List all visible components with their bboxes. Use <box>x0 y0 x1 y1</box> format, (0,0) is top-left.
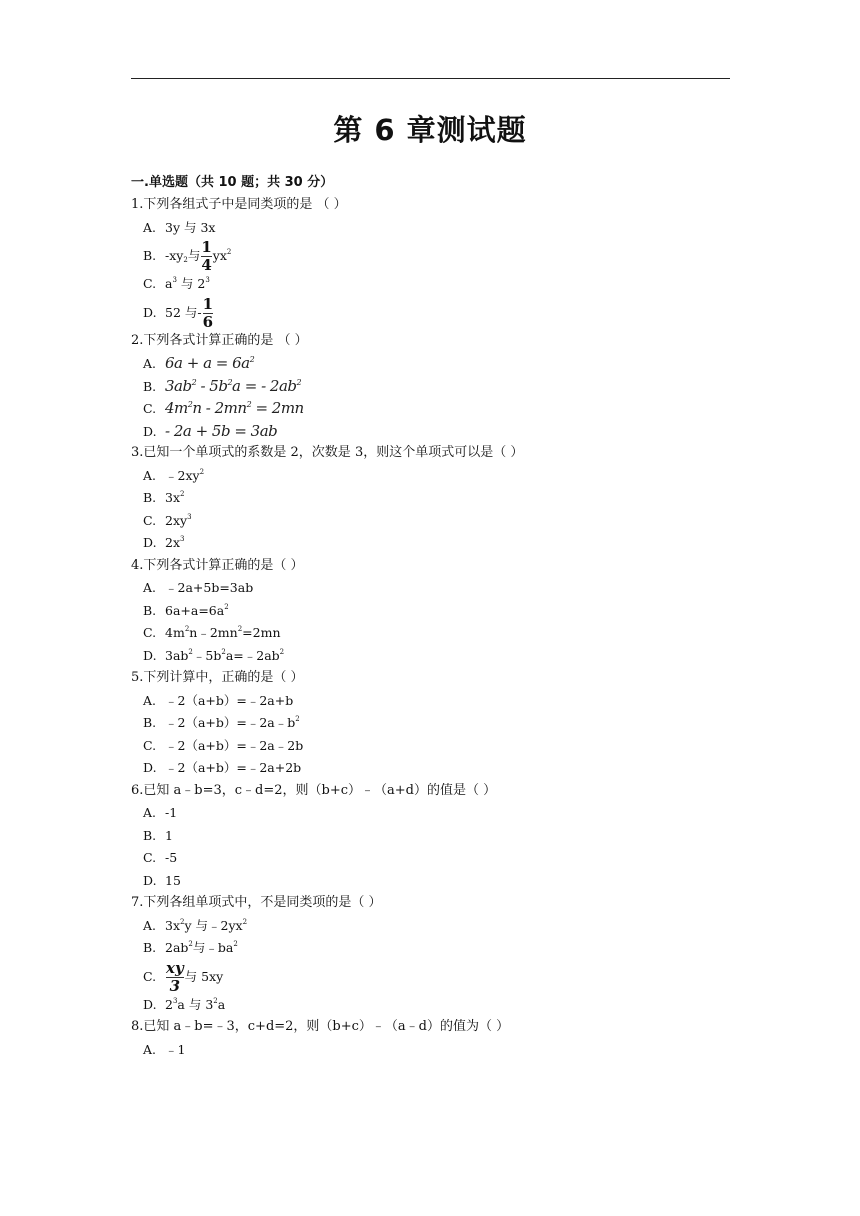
question-7-option-c: C. $\frac{xy}{3}$ 与 5xy <box>143 958 224 995</box>
math-expression: $3ab^2 - 5b^2a$ = - $2ab^2$ <box>165 376 302 395</box>
question-2-option-b: B. $3ab^2 - 5b^2a$ = - $2ab^2$ <box>143 376 302 395</box>
fraction-xy-over-3: $\frac{xy}{3}$ <box>166 958 184 995</box>
question-6-option-d: D. 15 <box>143 872 181 888</box>
question-5-stem: 5.下列计算中，正确的是（ ） <box>131 670 304 685</box>
question-3-option-d: D. $2x^3$ <box>143 535 185 550</box>
question-6-option-a: A. -1 <box>143 805 178 820</box>
question-4-option-b: B. $6a+a=6a^2$ <box>143 602 229 618</box>
question-3-option-c: C. $2xy^3$ <box>143 512 192 528</box>
question-4-option-a: A. ﹣2a+5b=3ab <box>143 580 254 595</box>
question-5-option-d: D. ﹣2（a+b）=﹣2a+2b <box>143 760 302 775</box>
question-7-stem: 7.下列各组单项式中，不是同类项的是（ ） <box>131 895 382 910</box>
question-8-stem: 8.已知 a﹣b=﹣3，c+d=2，则（b+c）﹣（a﹣d）的值为（ ） <box>131 1019 510 1034</box>
question-1-option-b: B. $-xy_2$与 $\frac{1}{4}$ $yx^2$ <box>143 238 232 274</box>
question-2-stem: 2.下列各式计算正确的是 （ ） <box>131 332 308 348</box>
question-1-option-d: D. 52 与- $\frac{1}{6}$ <box>143 294 214 331</box>
question-2-option-a: A. $6a + a = 6a^2$ <box>143 354 255 372</box>
question-4-option-d: D. $3ab^2﹣5b^2a=﹣2ab^2$ <box>143 647 285 663</box>
question-2-option-d: D. - 2a + 5b = 3ab <box>143 421 278 440</box>
math-expression: - 2a + 5b = 3ab <box>165 421 278 440</box>
question-5-option-a: A. ﹣2（a+b）=﹣2a+b <box>143 692 294 708</box>
math-expression: $4m^2n - 2mn^2 = 2mn$ <box>165 399 304 417</box>
question-2-option-c: C. $4m^2n - 2mn^2 = 2mn$ <box>143 399 304 417</box>
page-title: 第 6 章测试题 <box>333 113 527 147</box>
fraction-one-sixth: $\frac{1}{6}$ <box>202 294 214 331</box>
question-7-option-d: D. $2^3a$ 与 $3^2a$ <box>143 996 226 1012</box>
question-3-option-a: A. $﹣2xy^2$ <box>143 467 205 483</box>
question-5-option-c: C. ﹣2（a+b）=﹣2a﹣2b <box>143 737 304 753</box>
fraction-one-quarter: $\frac{1}{4}$ <box>201 238 212 274</box>
question-4-option-c: C. $4m^2n﹣2mn^2=2mn$ <box>143 625 281 640</box>
question-7-option-b: B. $2ab^2$与$﹣ba^2$ <box>143 940 238 955</box>
question-1-option-c: C. $a^3$ 与 $2^3$ <box>143 276 210 291</box>
question-1-stem: 1.下列各组式子中是同类项的是 （ ） <box>131 197 347 212</box>
header-rule <box>131 78 730 79</box>
section-heading: 一.单选题（共 10 题；共 30 分） <box>131 175 334 190</box>
question-1-option-a: A. 3y 与 3x <box>143 219 216 235</box>
question-8-option-a: A. ﹣1 <box>143 1041 186 1057</box>
question-6-stem: 6.已知 a﹣b=3，c﹣d=2，则（b+c）﹣（a+d）的值是（ ） <box>131 782 497 798</box>
document-body <box>131 172 731 1061</box>
question-3-option-b: B. $3x^2$ <box>143 490 185 505</box>
math-expression: $6a + a = 6a^2$ <box>165 354 255 372</box>
question-5-option-b: B. $﹣2(a+b)=﹣2a﹣b^2$ <box>143 715 300 730</box>
question-7-option-a: A. $3x^2y$ 与$﹣2yx^2$ <box>143 917 248 933</box>
question-3-stem: 3.已知一个单项式的系数是 2，次数是 3，则这个单项式可以是（ ） <box>131 445 524 460</box>
question-6-option-c: C. -5 <box>143 850 178 865</box>
question-6-option-b: B. 1 <box>143 827 173 843</box>
question-4-stem: 4.下列各式计算正确的是（ ） <box>131 557 304 573</box>
